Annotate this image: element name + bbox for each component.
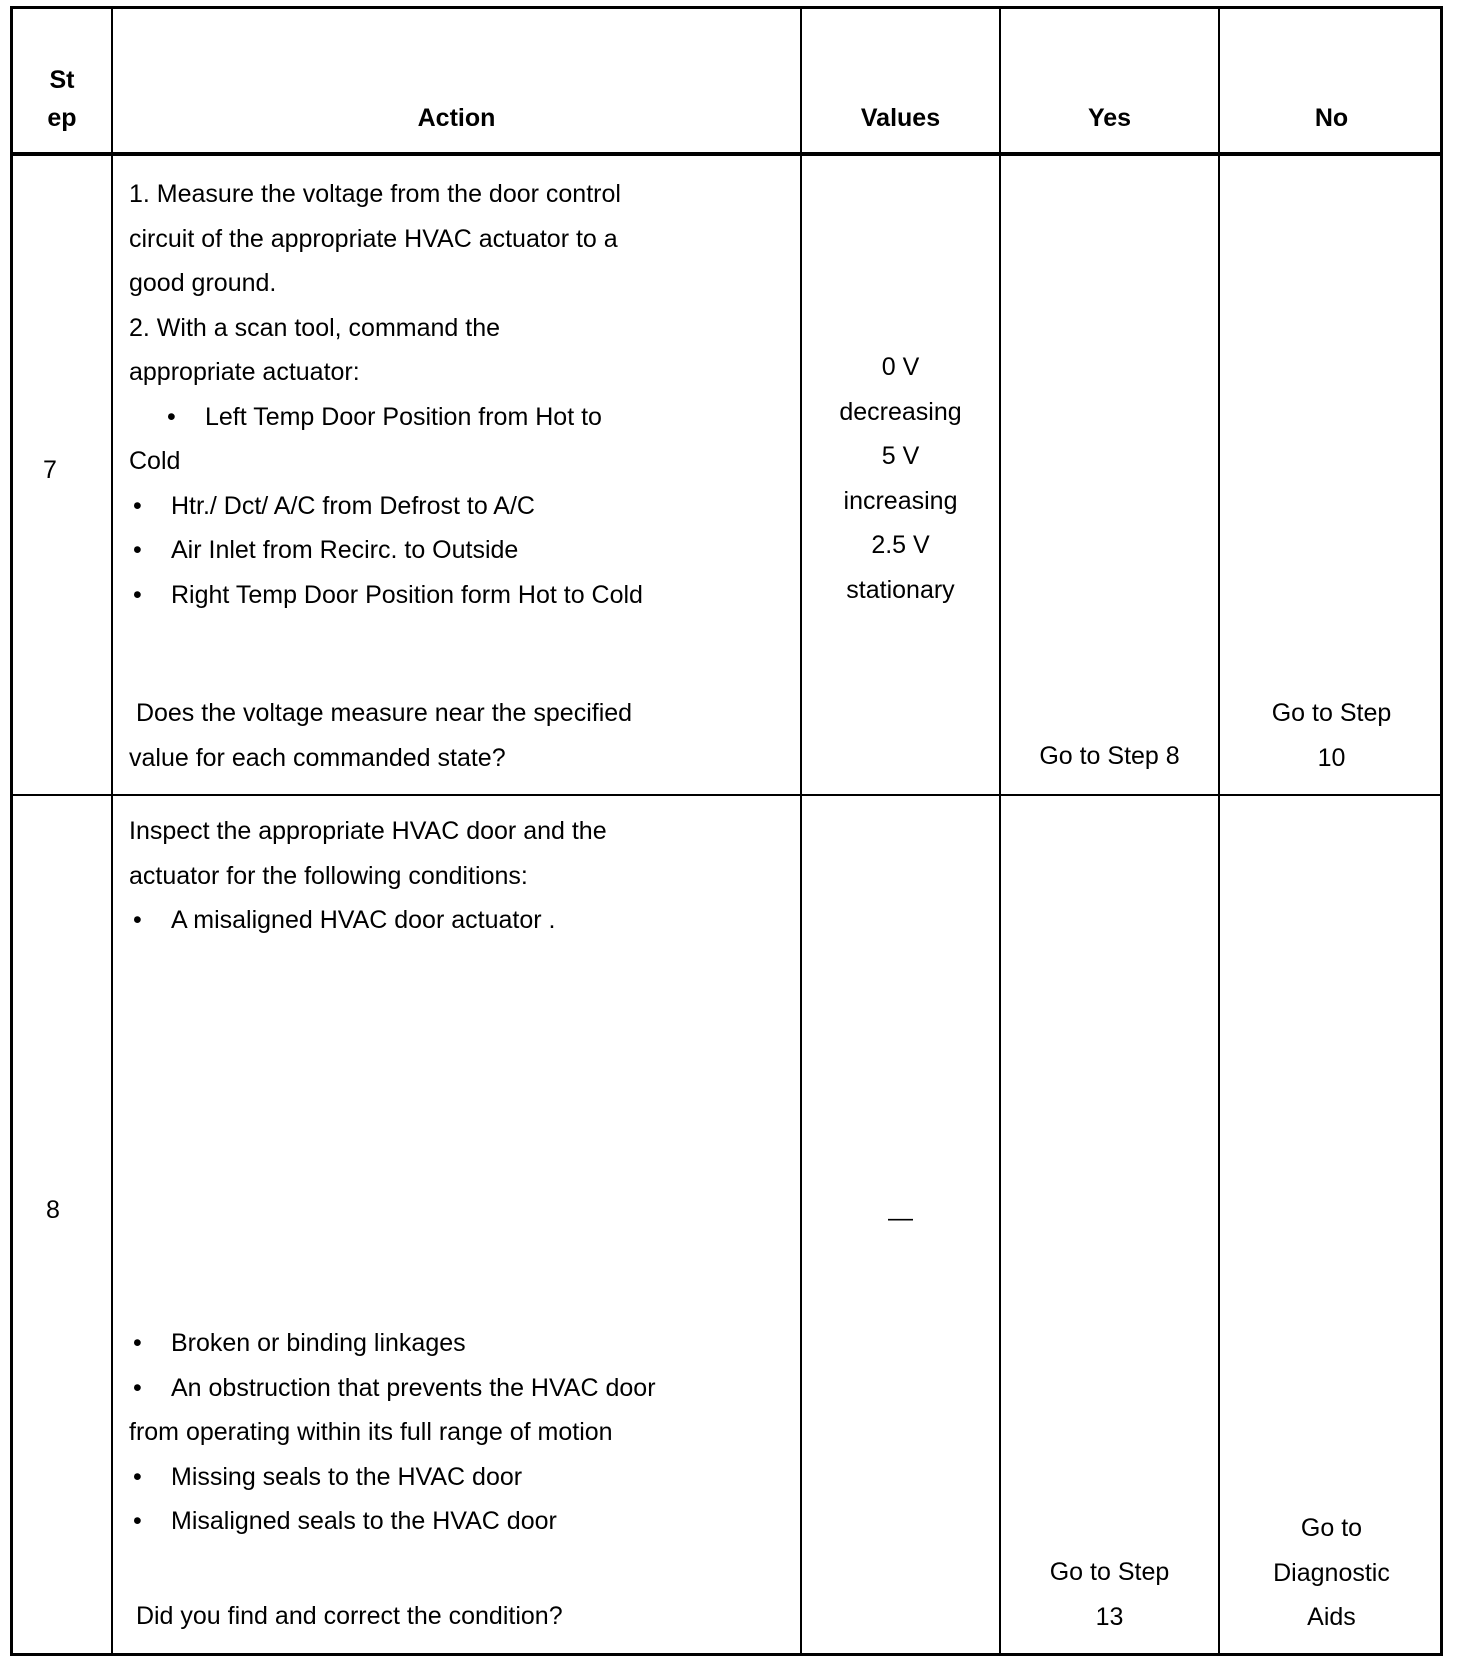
action-text-line [129, 809, 797, 854]
bullet-item [129, 528, 797, 573]
header-no: No [1314, 104, 1349, 132]
diagnostic-table [10, 6, 1443, 1656]
action-text: appropriate actuator: [129, 358, 360, 386]
action-cell [129, 172, 797, 617]
bullet-item [129, 573, 797, 618]
value-text: decreasing [839, 397, 962, 426]
values-cell [802, 1196, 999, 1241]
yes-cell [1001, 1550, 1218, 1639]
no-text: Aids [1307, 1603, 1356, 1631]
bullet-icon: • [133, 1462, 142, 1491]
action-text: An obstruction that prevents the HVAC door [171, 1373, 656, 1402]
action-text: 2. With a scan tool, command the [129, 313, 501, 342]
bullet-icon: • [133, 1507, 142, 1535]
action-text: actuator for the following conditions: [129, 861, 528, 890]
no-text: 10 [1317, 743, 1346, 772]
yes-text: Go to Step [1049, 1558, 1170, 1586]
value-text: stationary [846, 575, 955, 604]
header-divider [13, 152, 1440, 156]
action-text-line [129, 439, 797, 484]
action-text: Inspect the appropriate HVAC door and the [129, 817, 607, 845]
no-text: Go to Step [1271, 699, 1392, 727]
column-divider [111, 9, 113, 1653]
action-text: Left Temp Door Position from Hot to [205, 402, 602, 431]
action-text: Missing seals to the HVAC door [171, 1462, 523, 1491]
value-text: 5 V [881, 442, 920, 470]
value-text: increasing [843, 486, 958, 515]
action-text-line [129, 854, 797, 899]
yes-cell [1001, 734, 1218, 779]
no-text: Go to [1300, 1514, 1363, 1542]
question-text: Does the voltage measure near the specified [129, 699, 633, 727]
no-cell [1220, 1506, 1443, 1640]
action-text-line [129, 350, 797, 395]
action-text: Cold [129, 447, 181, 475]
bullet-item [129, 898, 797, 943]
bullet-icon: • [167, 402, 176, 431]
question-text: Did you find and correct the condition? [129, 1602, 563, 1630]
action-text-line [129, 217, 797, 262]
value-text: — [888, 1204, 913, 1232]
bullet-icon: • [133, 580, 142, 609]
action-text: A misaligned HVAC door actuator . [171, 906, 556, 934]
action-text-line [129, 1410, 797, 1455]
action-text-line [129, 261, 797, 306]
action-text: good ground. [129, 269, 277, 297]
value-text: 2.5 V [871, 531, 930, 559]
step-number: 7 [43, 456, 57, 484]
action-question [129, 691, 797, 780]
header-step: St ep [47, 66, 77, 132]
bullet-item [129, 484, 797, 529]
column-divider [800, 9, 802, 1653]
column-divider [1218, 9, 1220, 1653]
action-text: Misaligned seals to the HVAC door [171, 1507, 557, 1535]
action-cell [129, 809, 797, 943]
action-text: Broken or binding linkages [171, 1329, 466, 1357]
bullet-item [129, 1499, 797, 1544]
bullet-item [129, 1321, 797, 1366]
question-text: value for each commanded state? [129, 743, 506, 772]
action-text-line [129, 306, 797, 351]
step-number: 8 [46, 1196, 60, 1224]
no-text: Diagnostic [1273, 1558, 1390, 1587]
action-cell [129, 1321, 797, 1544]
values-cell [802, 345, 999, 612]
header-yes: Yes [1087, 104, 1132, 132]
bullet-icon: • [133, 491, 142, 520]
action-text: from operating within its full range of motion [129, 1418, 613, 1446]
bullet-icon: • [133, 906, 142, 934]
header-action: Action [417, 104, 496, 132]
action-text-line [129, 172, 797, 217]
bullet-icon: • [133, 1373, 142, 1402]
bullet-item [129, 395, 797, 440]
action-text: Right Temp Door Position form Hot to Cold [171, 580, 643, 609]
header-values: Values [860, 104, 941, 132]
action-text: Htr./ Dct/ A/C from Defrost to A/C [171, 491, 535, 520]
bullet-item [129, 1455, 797, 1500]
action-text: Air Inlet from Recirc. to Outside [171, 536, 519, 564]
bullet-item [129, 1366, 797, 1411]
action-text: circuit of the appropriate HVAC actuator to a [129, 224, 618, 253]
yes-text: Go to Step 8 [1039, 742, 1180, 770]
row-divider [13, 794, 1440, 796]
action-question [129, 1594, 797, 1639]
bullet-icon: • [133, 536, 142, 564]
action-text: 1. Measure the voltage from the door control [129, 180, 621, 208]
yes-text: 13 [1095, 1602, 1124, 1631]
bullet-icon: • [133, 1329, 142, 1357]
no-cell [1220, 691, 1443, 780]
value-text: 0 V [881, 353, 920, 381]
column-divider [999, 9, 1001, 1653]
